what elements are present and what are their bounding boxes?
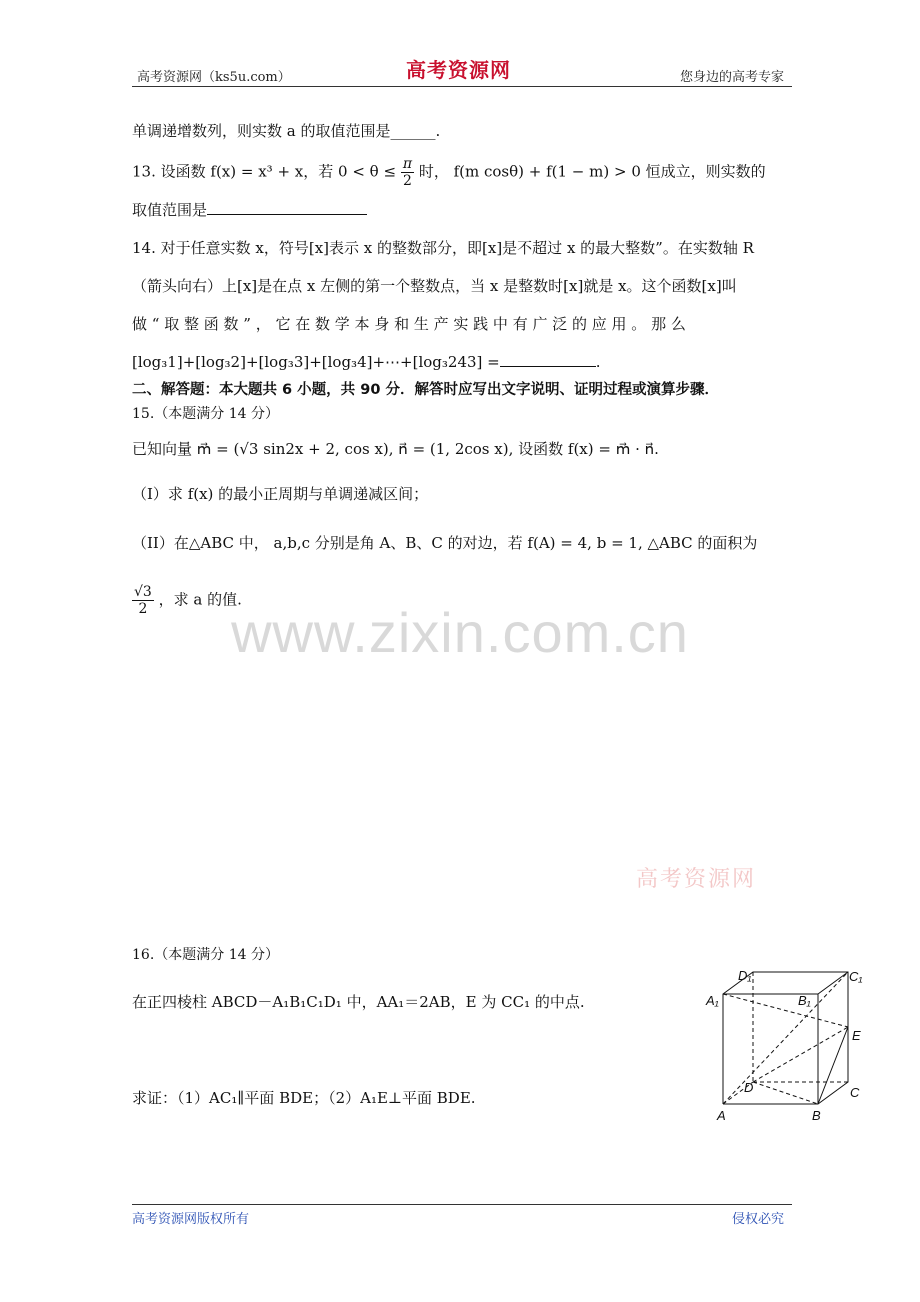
q13-frac-den: 2 bbox=[402, 173, 412, 189]
header-logo: 高考资源网 bbox=[406, 58, 511, 82]
label-c1: C₁ bbox=[849, 969, 863, 984]
q15-part2-end: ，求 a 的值. bbox=[158, 590, 242, 609]
footer-notice: 侵权必究 bbox=[731, 1212, 784, 1227]
edge-ac1 bbox=[723, 972, 848, 1104]
q14-formula: [log₃1]+[log₃2]+[log₃3]+[log₃4]+⋯+[log₃243] = bbox=[132, 353, 500, 371]
q15-given: 已知向量 m⃗ = (√3 sin2x + 2, cos x), n⃗ = (1, 2cos x), 设函数 f(x) = m⃗ · n⃗. bbox=[132, 440, 659, 458]
footer-copyright: 高考资源网版权所有 bbox=[132, 1212, 250, 1227]
q14-line4-end: . bbox=[595, 353, 601, 371]
q12-tail: 单调递增数列，则实数 a 的取值范围是______. bbox=[132, 122, 441, 140]
label-d: D bbox=[744, 1080, 754, 1095]
q15-frac-num: √3 bbox=[134, 584, 152, 600]
q13-frac-num: π bbox=[402, 156, 413, 172]
q15-part2: （II）在△ABC 中， a,b,c 分别是角 A、B、C 的对边，若 f(A) = 4, b = 1, △ABC 的面积为 bbox=[132, 534, 758, 552]
q16-title: 16.（本题满分 14 分） bbox=[132, 947, 279, 963]
edge-db bbox=[753, 1082, 818, 1104]
stamp: 高考资源网 bbox=[636, 867, 757, 892]
q13-line2 bbox=[132, 200, 367, 220]
edge-a1e bbox=[723, 994, 848, 1027]
header-site-name: 高考资源网（ks5u.com） bbox=[137, 70, 291, 85]
edge-de bbox=[753, 1027, 848, 1082]
q15-frac-den: 2 bbox=[138, 601, 148, 617]
q13-line1 bbox=[132, 156, 766, 189]
q14-line1: 14. 对于任意实数 x，符号[x]表示 x 的整数部分，即[x]是不超过 x 的最大整数”。在实数轴 R bbox=[132, 239, 754, 257]
edge-b1c1 bbox=[818, 972, 848, 994]
q14-line2: （箭头向右）上[x]是在点 x 左侧的第一个整数点，当 x 是整数时[x]就是 x。这个函数[x]叫 bbox=[132, 277, 737, 295]
header-slogan: 您身边的高考专家 bbox=[679, 70, 784, 85]
q13-fraction bbox=[401, 156, 414, 189]
label-a: A bbox=[717, 1108, 726, 1123]
label-b1: B₁ bbox=[798, 993, 811, 1008]
q13-line1-pre: 13. 设函数 f(x) = x³ + x，若 0 < θ ≤ bbox=[132, 162, 397, 181]
q16-given: 在正四棱柱 ABCD－A₁B₁C₁D₁ 中，AA₁＝2AB，E 为 CC₁ 的中点. bbox=[132, 993, 585, 1011]
q16-prove: 求证：（1）AC₁∥平面 BDE；（2）A₁E⊥平面 BDE. bbox=[132, 1089, 476, 1107]
label-b: B bbox=[812, 1108, 821, 1123]
label-e: E bbox=[852, 1028, 861, 1043]
answer-blank bbox=[207, 200, 367, 215]
q15-part1: （I）求 f(x) 的最小正周期与单调递减区间； bbox=[132, 485, 429, 503]
header-divider bbox=[132, 86, 792, 87]
label-a1: A₁ bbox=[706, 993, 719, 1008]
prism-figure bbox=[700, 960, 880, 1130]
q13-line1-post: 时， f(m cosθ) + f(1 − m) > 0 恒成立，则实数的 bbox=[418, 162, 766, 181]
label-c: C bbox=[850, 1085, 860, 1100]
answer-blank bbox=[500, 352, 596, 367]
q13-line2-text: 取值范围是 bbox=[132, 201, 208, 219]
label-d1: D₁ bbox=[738, 968, 752, 983]
section-heading: 二、解答题：本大题共 6 小题，共 90 分．解答时应写出文字说明、证明过程或演算步骤． bbox=[132, 382, 719, 398]
q14-line3: 做 “ 取 整 函 数 ” ， 它 在 数 学 本 身 和 生 产 实 践 中 有 广 泛 的 应 用 。 那 么 bbox=[132, 315, 686, 333]
q15-title: 15.（本题满分 14 分） bbox=[132, 406, 279, 422]
watermark: www.zixin.com.cn bbox=[231, 601, 689, 664]
q14-line4 bbox=[132, 352, 601, 372]
footer-divider bbox=[132, 1204, 792, 1205]
